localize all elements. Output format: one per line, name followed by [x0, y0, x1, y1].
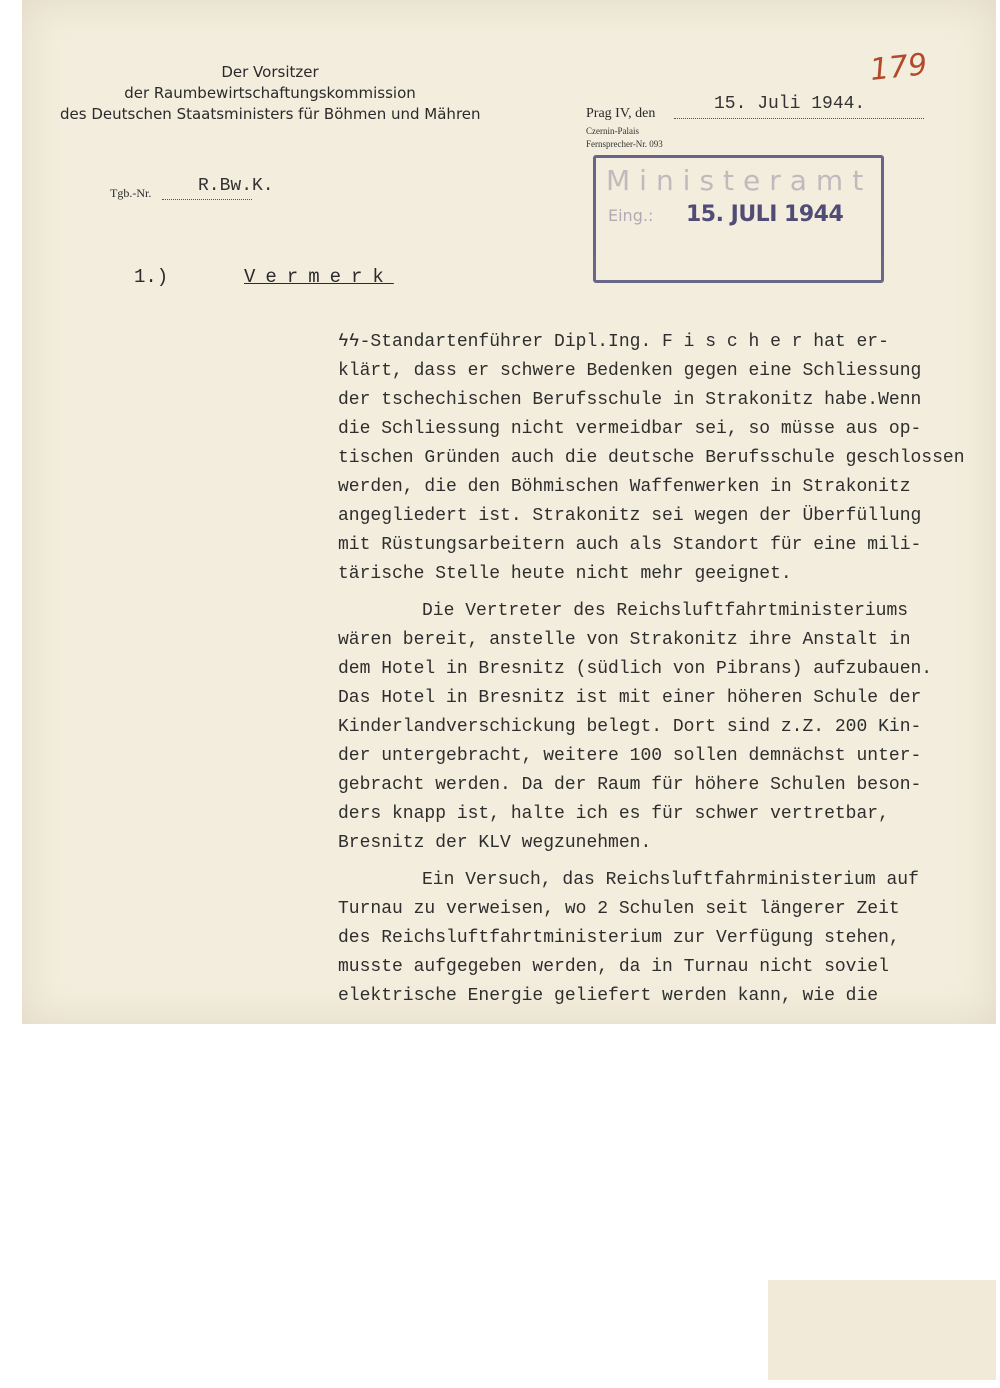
- text-line: musste aufgegeben werden, da in Turnau nicht soviel: [338, 957, 889, 977]
- text-line: Turnau zu verweisen, wo 2 Schulen seit längerer Zeit: [338, 899, 900, 919]
- journal-label: Tgb.-Nr.: [110, 186, 152, 200]
- letter-date: 15. Juli 1944.: [714, 94, 866, 114]
- letterhead: [60, 62, 480, 125]
- address-line: Czernin-Palais: [586, 126, 639, 136]
- text-line: Das Hotel in Bresnitz ist mit einer höheren Schule der: [338, 688, 922, 708]
- text-line: Bresnitz der KLV wegzunehmen.: [338, 833, 652, 853]
- journal-dotted-line: [162, 199, 252, 200]
- section-number: 1.): [134, 266, 169, 288]
- text-line: klärt, dass er schwere Bedenken gegen eine Schliessung: [338, 361, 922, 381]
- text-line: werden, die den Böhmischen Waffenwerken in Strakonitz: [338, 477, 911, 497]
- date-dotted-line: [674, 118, 924, 119]
- text-line: wären bereit, anstelle von Strakonitz ihre Anstalt in: [338, 630, 911, 650]
- text-line: Ein Versuch, das Reichsluftfahrministerium auf: [422, 870, 919, 890]
- text-line: dem Hotel in Bresnitz (südlich von Pibrans) aufzubauen.: [338, 659, 933, 679]
- text-line: die Schliessung nicht vermeidbar sei, so müsse aus op-: [338, 419, 922, 439]
- text-line: tischen Gründen auch die deutsche Berufsschule geschlossen: [338, 448, 965, 468]
- text-line: der untergebracht, weitere 100 sollen demnächst unter-: [338, 746, 922, 766]
- received-stamp: [593, 155, 884, 283]
- folio-number: 179: [868, 47, 929, 88]
- text-line: Kinderlandverschickung belegt. Dort sind z.Z. 200 Kin-: [338, 717, 922, 737]
- text-line: der tschechischen Berufsschule in Strakonitz habe.Wenn: [338, 390, 922, 410]
- memo-body: [338, 328, 978, 1011]
- text-line: ϟϟ-Standartenführer Dipl.Ing. F i s c h e r hat er-: [338, 332, 889, 352]
- text-line: elektrische Energie geliefert werden kann, wie die: [338, 986, 879, 1006]
- phone-line: Fernsprecher-Nr. 093: [586, 139, 663, 149]
- paragraph-2: [338, 597, 978, 858]
- paragraph-1: [338, 328, 978, 589]
- text-line: tärische Stelle heute nicht mehr geeignet.: [338, 564, 792, 584]
- section-title: Vermerk: [244, 266, 394, 288]
- paper-scrap: [768, 1280, 996, 1380]
- text-line: mit Rüstungsarbeitern auch als Standort für eine mili-: [338, 535, 922, 555]
- letterhead-line: des Deutschen Staatsministers für Böhmen und Mähren: [60, 105, 481, 123]
- text-line: gebracht werden. Da der Raum für höhere Schulen beson-: [338, 775, 922, 795]
- text-line: Die Vertreter des Reichsluftfahrtministeriums: [422, 601, 909, 621]
- stamp-title: Ministeramt: [606, 164, 873, 197]
- text-line: ders knapp ist, halte ich es für schwer vertretbar,: [338, 804, 889, 824]
- letterhead-line: der Raumbewirtschaftungskommission: [124, 84, 416, 102]
- text-line: angegliedert ist. Strakonitz sei wegen der Überfüllung: [338, 506, 922, 526]
- paragraph-3: [338, 866, 978, 1011]
- letterhead-line: Der Vorsitzer: [221, 63, 319, 81]
- stamp-label: Eing.:: [608, 206, 654, 225]
- text-line: des Reichsluftfahrtministerium zur Verfügung stehen,: [338, 928, 900, 948]
- journal-value: R.Bw.K.: [198, 176, 274, 196]
- place-label: Prag IV, den: [586, 106, 656, 121]
- stamp-date: 15. JULI 1944: [686, 202, 844, 227]
